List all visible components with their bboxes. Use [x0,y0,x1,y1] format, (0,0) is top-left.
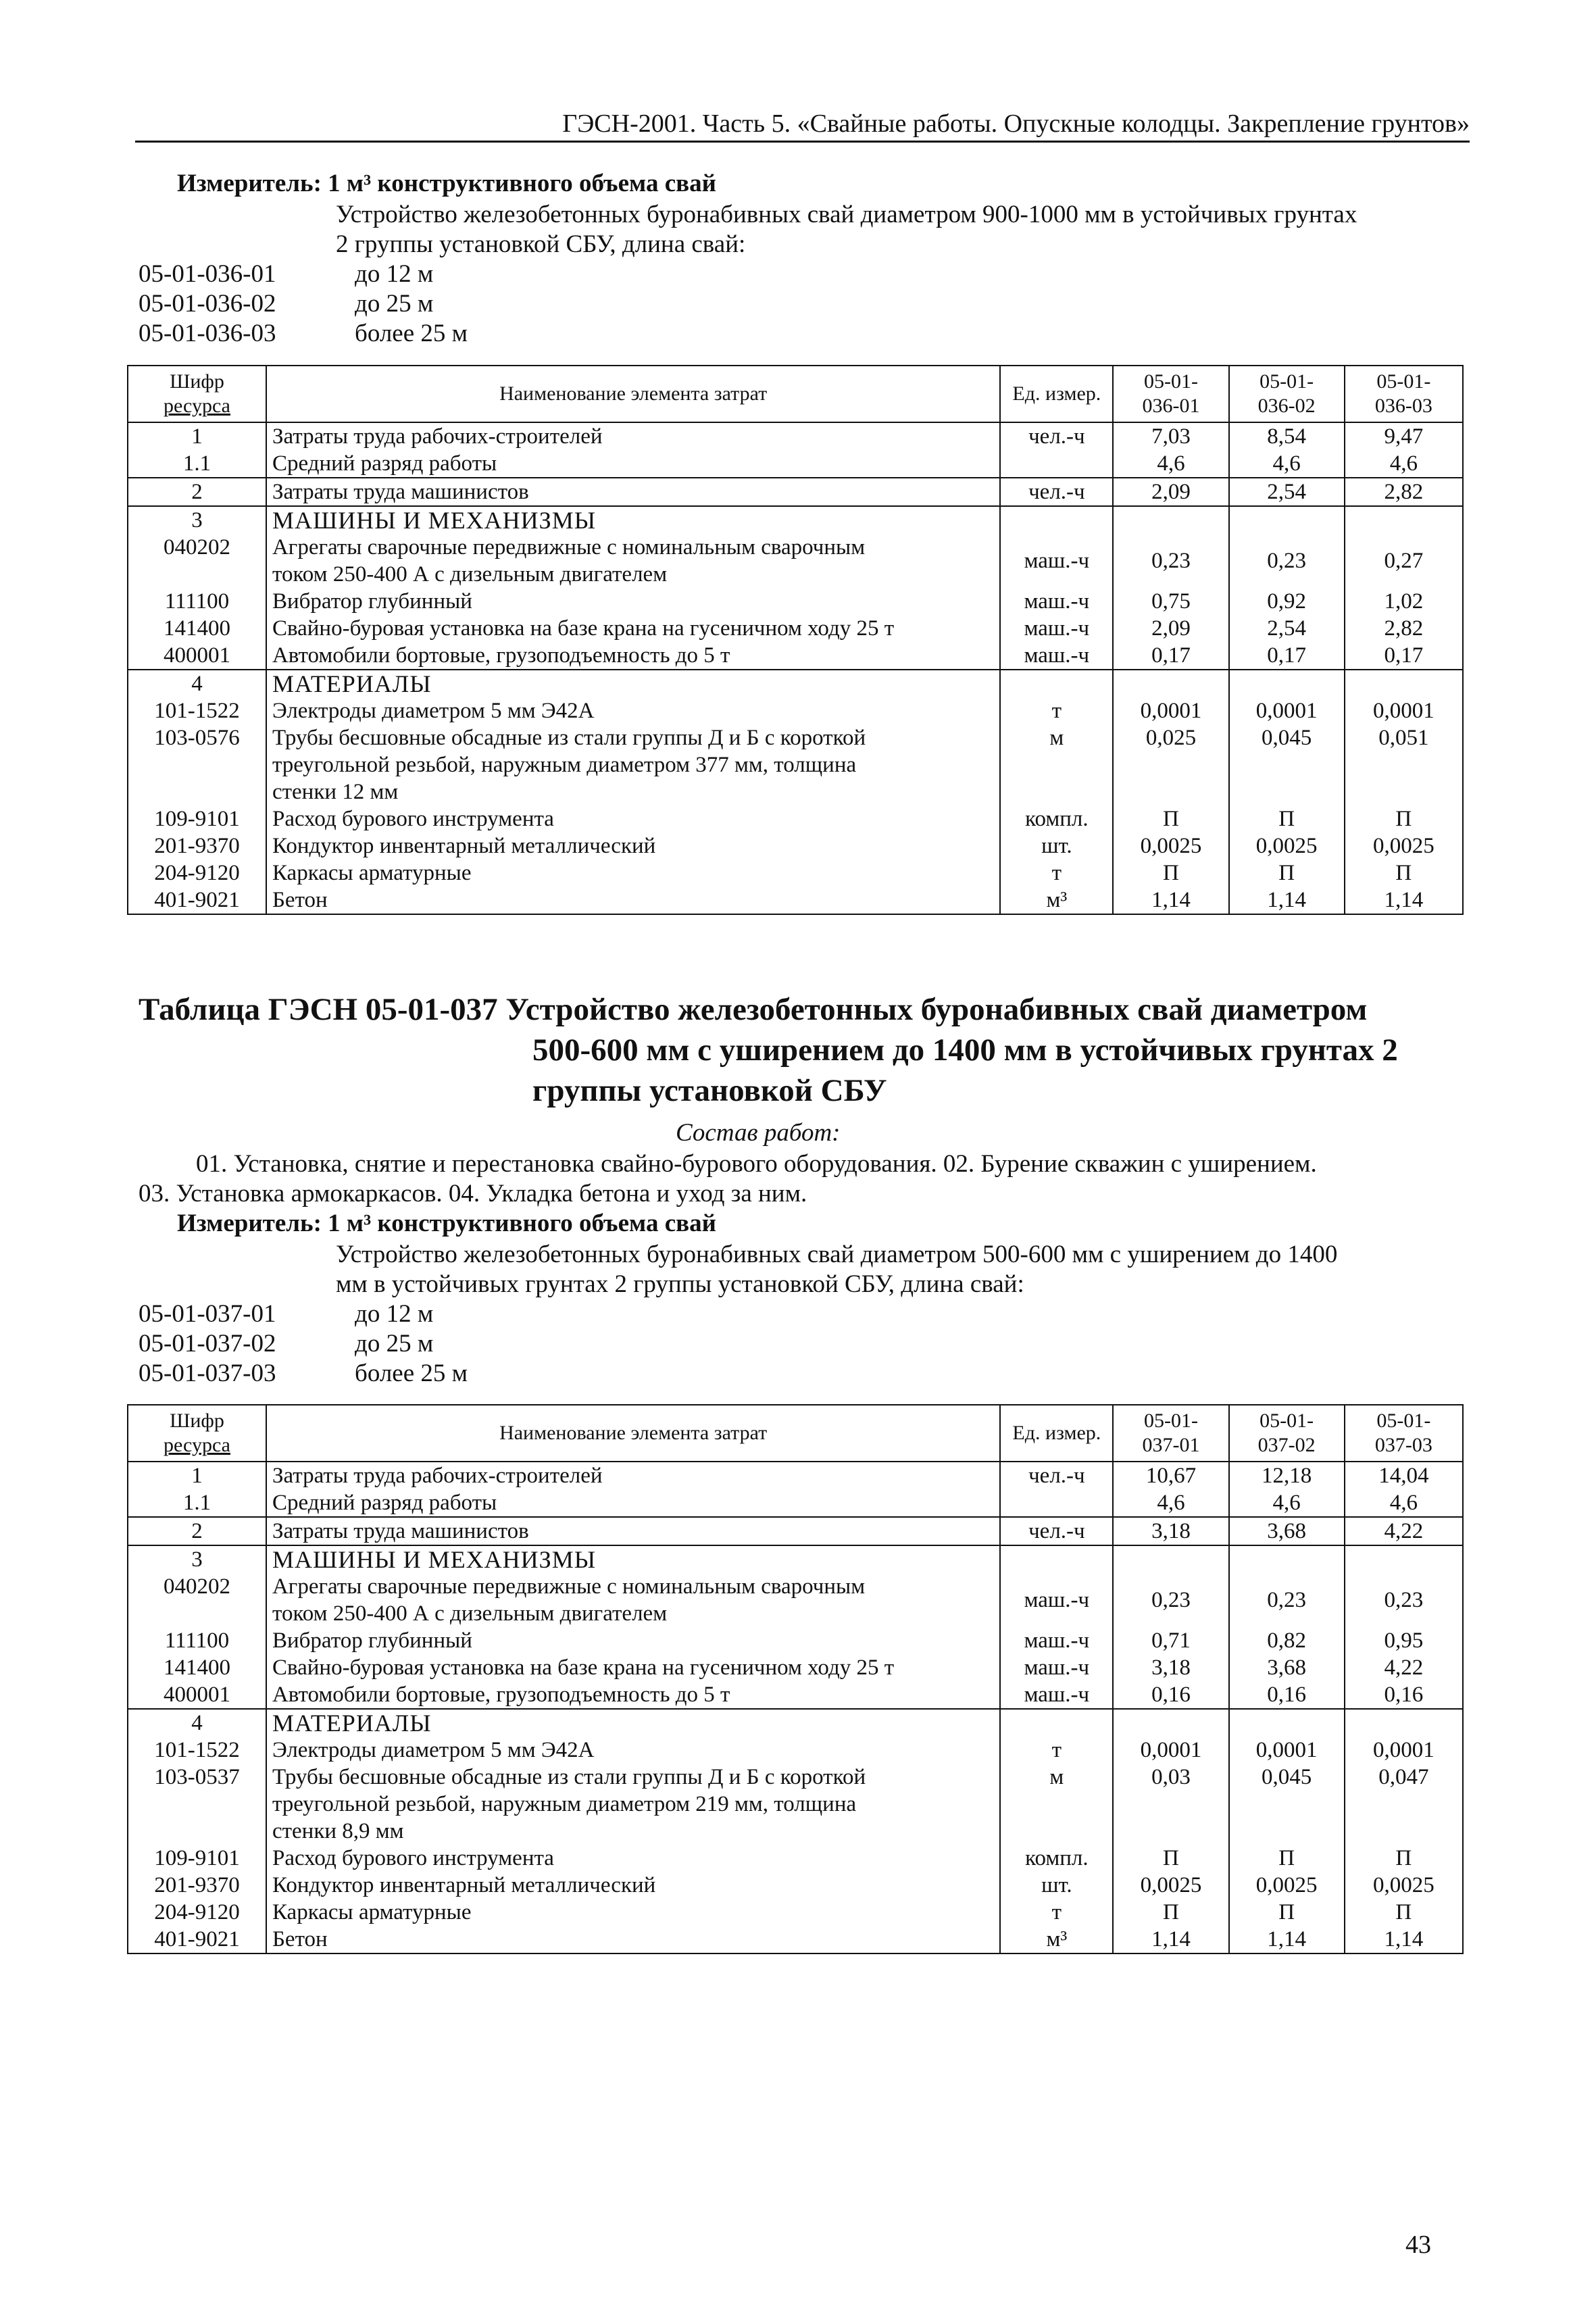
table-cell: 201-9370 [128,832,266,860]
table-cell: 1.1 [128,450,266,478]
table-cell: 1,14 [1345,1926,1463,1953]
table-cell: П [1113,860,1228,887]
table-cell: 0,0025 [1229,832,1345,860]
table-cell [1229,1709,1345,1737]
table-cell: шт. [1000,832,1113,860]
table-cell: 111100 [128,1627,266,1654]
table-cell: 204-9120 [128,860,266,887]
code-037-02-value: до 25 м [355,1330,434,1358]
page-header: ГЭСН-2001. Часть 5. «Свайные работы. Опускные колодцы. Закрепление грунтов» [135,108,1470,143]
col-036-03-header: 05-01- 036-03 [1345,366,1463,422]
table-row [128,697,1463,724]
col-unit-header: Ед. измер. [1000,1405,1113,1462]
table-cell: Расход бурового инструмента [266,1845,1000,1872]
table-cell: маш.-ч [1000,1573,1113,1627]
col-unit-header: Ед. измер. [1000,366,1113,422]
table-cell: Кондуктор инвентарный металлический [266,832,1000,860]
table-row [128,615,1463,642]
table-cell: 0,23 [1229,534,1345,588]
table-cell: 0,23 [1229,1573,1345,1627]
table-cell: 7,03 [1113,422,1228,450]
code-037-01-value: до 12 м [355,1300,434,1328]
table-cell: маш.-ч [1000,1627,1113,1654]
table-cell: 0,0025 [1229,1872,1345,1899]
table-cell: м³ [1000,887,1113,914]
table-cell: 3,18 [1113,1654,1228,1681]
table-cell: 0,23 [1345,1573,1463,1627]
table-cell: П [1345,805,1463,832]
table-cell: 0,051 [1345,724,1463,805]
table-cell: 0,0001 [1229,1737,1345,1764]
table-cell [1345,670,1463,697]
code-036-02: 05-01-036-02 [139,290,276,318]
table-cell [1000,1489,1113,1517]
code-037-03: 05-01-037-03 [139,1360,276,1387]
table-row [128,860,1463,887]
table-cell: П [1229,1845,1345,1872]
table-cell: 401-9021 [128,887,266,914]
table-cell: 14,04 [1345,1462,1463,1489]
table-row [128,1764,1463,1845]
table-cell: 4,6 [1113,450,1228,478]
table-cell: 103-0537 [128,1764,266,1845]
table-row [128,1627,1463,1654]
code-037-01: 05-01-037-01 [139,1300,276,1328]
table-cell: 0,16 [1113,1681,1228,1709]
table-cell: 0,23 [1113,1573,1228,1627]
table-section-row [128,506,1463,534]
table-cell: Автомобили бортовые, грузоподъемность до 5 т [266,1681,1000,1709]
table-cell [1345,1709,1463,1737]
col-037-03-header: 05-01- 037-03 [1345,1405,1463,1462]
table-cell: маш.-ч [1000,588,1113,615]
table-row [128,1926,1463,1953]
desc-line-1a: Устройство железобетонных буронабивных свай диаметром 900-1000 мм в устойчивых грунтах [336,201,1357,228]
table-row [128,724,1463,805]
table-cell: Свайно-буровая установка на базе крана на гусеничном ходу 25 т [266,615,1000,642]
table-cell: 4,6 [1345,1489,1463,1517]
table-cell: 103-0576 [128,724,266,805]
table-cell: 0,0025 [1113,832,1228,860]
table-row [128,1517,1463,1545]
resource-table-037 [127,1404,1464,1954]
table-cell: МАТЕРИАЛЫ [266,1709,1000,1737]
table-cell: маш.-ч [1000,534,1113,588]
table-cell: 0,17 [1229,642,1345,670]
table-cell: Бетон [266,887,1000,914]
col-037-02-header: 05-01- 037-02 [1229,1405,1345,1462]
table-row [128,478,1463,506]
table-cell: Средний разряд работы [266,450,1000,478]
table-cell: Каркасы арматурные [266,1899,1000,1926]
table-cell: 101-1522 [128,697,266,724]
table-cell: 101-1522 [128,1737,266,1764]
table-cell: 201-9370 [128,1872,266,1899]
table-row [128,1872,1463,1899]
table-cell: 2 [128,478,266,506]
table-cell: 3 [128,506,266,534]
table-cell: 0,0001 [1345,1737,1463,1764]
table-row [128,887,1463,914]
meter-label-2: Измеритель: 1 м³ конструктивного объема свай [177,1210,716,1237]
table-cell: Каркасы арматурные [266,860,1000,887]
table-cell: чел.-ч [1000,422,1113,450]
table-row [128,1899,1463,1926]
table-cell: т [1000,1737,1113,1764]
table-cell: т [1000,1899,1113,1926]
code-036-01-value: до 12 м [355,260,434,288]
table-cell: 0,71 [1113,1627,1228,1654]
table-row [128,1489,1463,1517]
table-cell: П [1345,1845,1463,1872]
table-cell: маш.-ч [1000,1654,1113,1681]
section-title-line1: Таблица ГЭСН 05-01-037 Устройство железобетонных буронабивных свай диаметром [139,992,1368,1027]
table-header-row [128,1405,1463,1462]
table-cell: Агрегаты сварочные передвижные с номинальным сварочным током 250-400 А с дизельным двигателем [266,534,1000,588]
table-row [128,534,1463,588]
table-row [128,642,1463,670]
table-row [128,805,1463,832]
table-cell: 0,0001 [1113,1737,1228,1764]
table-cell: 2,09 [1113,478,1228,506]
table-cell: 1 [128,1462,266,1489]
table-cell: 0,0025 [1113,1872,1228,1899]
table-cell: т [1000,860,1113,887]
table-row [128,1845,1463,1872]
table-cell [1113,1545,1228,1573]
table-cell: П [1345,860,1463,887]
code-036-03-value: более 25 м [355,320,468,347]
table-cell: Свайно-буровая установка на базе крана на гусеничном ходу 25 т [266,1654,1000,1681]
col-name-header: Наименование элемента затрат [266,1405,1000,1462]
table-cell: Трубы бесшовные обсадные из стали группы Д и Б с короткой треугольной резьбой, наружным диаметром 219 мм, толщина стенки 8,9 мм [266,1764,1000,1845]
table-cell: Затраты труда машинистов [266,1517,1000,1545]
table-cell: 040202 [128,534,266,588]
table-cell: 109-9101 [128,805,266,832]
table-cell: Затраты труда машинистов [266,478,1000,506]
table-cell: П [1113,805,1228,832]
table-cell [1229,670,1345,697]
table-section-row [128,670,1463,697]
resource-table-036 [127,365,1464,915]
table-row [128,1573,1463,1627]
table-cell: 0,82 [1229,1627,1345,1654]
table-section-row [128,1709,1463,1737]
table-cell: 111100 [128,588,266,615]
meter-label-1: Измеритель: 1 м³ конструктивного объема свай [177,170,716,197]
table-cell: Средний разряд работы [266,1489,1000,1517]
table-cell: 1,14 [1345,887,1463,914]
table-cell: 0,17 [1345,642,1463,670]
table-cell: маш.-ч [1000,615,1113,642]
table-cell: 0,0001 [1345,697,1463,724]
table-cell: 2,54 [1229,615,1345,642]
table-cell: чел.-ч [1000,1462,1113,1489]
table-cell: 141400 [128,1654,266,1681]
table-header-row [128,366,1463,422]
table-cell: 1,14 [1229,1926,1345,1953]
table-cell: 0,92 [1229,588,1345,615]
col-code-header: Шифр ресурса [128,1405,266,1462]
table-cell: 4,6 [1113,1489,1228,1517]
table-cell: 2 [128,1517,266,1545]
table-cell: т [1000,697,1113,724]
table-row [128,422,1463,450]
section-title-line3: группы установкой СБУ [532,1073,887,1108]
table-cell: Автомобили бортовые, грузоподъемность до 5 т [266,642,1000,670]
table-cell: Трубы бесшовные обсадные из стали группы Д и Б с короткой треугольной резьбой, наружным диаметром 377 мм, толщина стенки 12 мм [266,724,1000,805]
table-cell: 1 [128,422,266,450]
table-cell: 0,045 [1229,1764,1345,1845]
table-cell: 3,68 [1229,1517,1345,1545]
table-cell: 1.1 [128,1489,266,1517]
col-036-01-header: 05-01- 036-01 [1113,366,1228,422]
table-cell: П [1229,1899,1345,1926]
table-cell [1229,506,1345,534]
table-row [128,588,1463,615]
table-cell: Электроды диаметром 5 мм Э42А [266,1737,1000,1764]
table-cell: 1,14 [1113,1926,1228,1953]
table-cell: 4,22 [1345,1654,1463,1681]
table-cell: 2,54 [1229,478,1345,506]
table-cell: 0,0001 [1113,697,1228,724]
table-cell: Кондуктор инвентарный металлический [266,1872,1000,1899]
desc-line-1b: 2 группы установкой СБУ, длина свай: [336,230,746,258]
table-cell [1113,670,1228,697]
table-cell: чел.-ч [1000,1517,1113,1545]
table-cell [1113,506,1228,534]
table-cell: 12,18 [1229,1462,1345,1489]
table-cell: 400001 [128,1681,266,1709]
table-cell: 0,27 [1345,534,1463,588]
table-row [128,1654,1463,1681]
table-cell: 2,82 [1345,615,1463,642]
table-cell: 4,6 [1229,1489,1345,1517]
table-row [128,1737,1463,1764]
work-composition-label: Состав работ: [676,1119,841,1147]
table-cell: 0,17 [1113,642,1228,670]
table-cell: 1,02 [1345,588,1463,615]
table-cell [1113,1709,1228,1737]
table-cell: Бетон [266,1926,1000,1953]
table-cell: 4,6 [1229,450,1345,478]
section-title-line2: 500-600 мм с уширением до 1400 мм в устойчивых грунтах 2 [532,1032,1398,1068]
table-cell: Агрегаты сварочные передвижные с номинальным сварочным током 250-400 А с дизельным двигателем [266,1573,1000,1627]
table-cell: П [1229,805,1345,832]
table-cell: 401-9021 [128,1926,266,1953]
table-cell: 0,16 [1345,1681,1463,1709]
table-cell [1229,1545,1345,1573]
table-cell: м [1000,724,1113,805]
code-036-02-value: до 25 м [355,290,434,318]
code-037-02: 05-01-037-02 [139,1330,276,1358]
table-cell: 4 [128,670,266,697]
col-name-header: Наименование элемента затрат [266,366,1000,422]
table-cell: П [1113,1845,1228,1872]
table-cell: Расход бурового инструмента [266,805,1000,832]
table-cell: 400001 [128,642,266,670]
table-cell: компл. [1000,1845,1113,1872]
desc-line-2b: мм в устойчивых грунтах 2 группы установкой СБУ, длина свай: [336,1270,1024,1298]
table-cell: Электроды диаметром 5 мм Э42А [266,697,1000,724]
table-cell: 204-9120 [128,1899,266,1926]
table-cell: 3 [128,1545,266,1573]
table-cell: 141400 [128,615,266,642]
table-cell: 0,23 [1113,534,1228,588]
table-cell: 3,18 [1113,1517,1228,1545]
table-cell: 3,68 [1229,1654,1345,1681]
table-cell: МАТЕРИАЛЫ [266,670,1000,697]
table-row [128,1462,1463,1489]
table-cell [1000,1709,1113,1737]
table-cell: маш.-ч [1000,642,1113,670]
table-cell: 4,22 [1345,1517,1463,1545]
table-cell: Вибратор глубинный [266,1627,1000,1654]
page-number: 43 [1405,2231,1431,2259]
table-cell: 9,47 [1345,422,1463,450]
table-cell: Затраты труда рабочих-строителей [266,422,1000,450]
table-row [128,1681,1463,1709]
table-cell: МАШИНЫ И МЕХАНИЗМЫ [266,506,1000,534]
table-cell: 040202 [128,1573,266,1627]
table-section-row [128,1545,1463,1573]
table-cell: 0,16 [1229,1681,1345,1709]
table-cell: маш.-ч [1000,1681,1113,1709]
table-cell [1345,506,1463,534]
table-cell: МАШИНЫ И МЕХАНИЗМЫ [266,1545,1000,1573]
table-cell: 4 [128,1709,266,1737]
table-cell: 1,14 [1113,887,1228,914]
table-cell: 2,82 [1345,478,1463,506]
table-cell: 10,67 [1113,1462,1228,1489]
code-037-03-value: более 25 м [355,1360,468,1387]
table-cell: Затраты труда рабочих-строителей [266,1462,1000,1489]
code-036-03: 05-01-036-03 [139,320,276,347]
col-037-01-header: 05-01- 037-01 [1113,1405,1228,1462]
table-cell [1000,1545,1113,1573]
table-cell: 0,0001 [1229,697,1345,724]
table-row [128,832,1463,860]
table-cell: П [1345,1899,1463,1926]
table-cell: П [1113,1899,1228,1926]
work-line-2: 03. Установка армокаркасов. 04. Укладка бетона и уход за ним. [139,1180,807,1208]
table-cell: 0,95 [1345,1627,1463,1654]
table-cell: Вибратор глубинный [266,588,1000,615]
table-cell [1000,670,1113,697]
table-cell: 0,047 [1345,1764,1463,1845]
table-cell [1000,506,1113,534]
desc-line-2a: Устройство железобетонных буронабивных свай диаметром 500-600 мм с уширением до 1400 [336,1241,1338,1268]
table-cell: 1,14 [1229,887,1345,914]
table-row [128,450,1463,478]
table-cell: м [1000,1764,1113,1845]
work-line-1: 01. Установка, снятие и перестановка свайно-бурового оборудования. 02. Бурение скважин с уширением. [196,1150,1317,1178]
table-cell: м³ [1000,1926,1113,1953]
table-cell: чел.-ч [1000,478,1113,506]
col-036-02-header: 05-01- 036-02 [1229,366,1345,422]
table-cell: 0,75 [1113,588,1228,615]
table-cell [1000,450,1113,478]
table-cell: 109-9101 [128,1845,266,1872]
table-cell: шт. [1000,1872,1113,1899]
table-cell: 0,0025 [1345,1872,1463,1899]
table-cell [1345,1545,1463,1573]
table-cell: 0,0025 [1345,832,1463,860]
table-cell: 0,025 [1113,724,1228,805]
table-cell: 2,09 [1113,615,1228,642]
col-code-header: Шифр ресурса [128,366,266,422]
table-cell: 0,045 [1229,724,1345,805]
table-cell: П [1229,860,1345,887]
table-cell: 4,6 [1345,450,1463,478]
table-cell: 8,54 [1229,422,1345,450]
code-036-01: 05-01-036-01 [139,260,276,288]
table-cell: 0,03 [1113,1764,1228,1845]
table-cell: компл. [1000,805,1113,832]
